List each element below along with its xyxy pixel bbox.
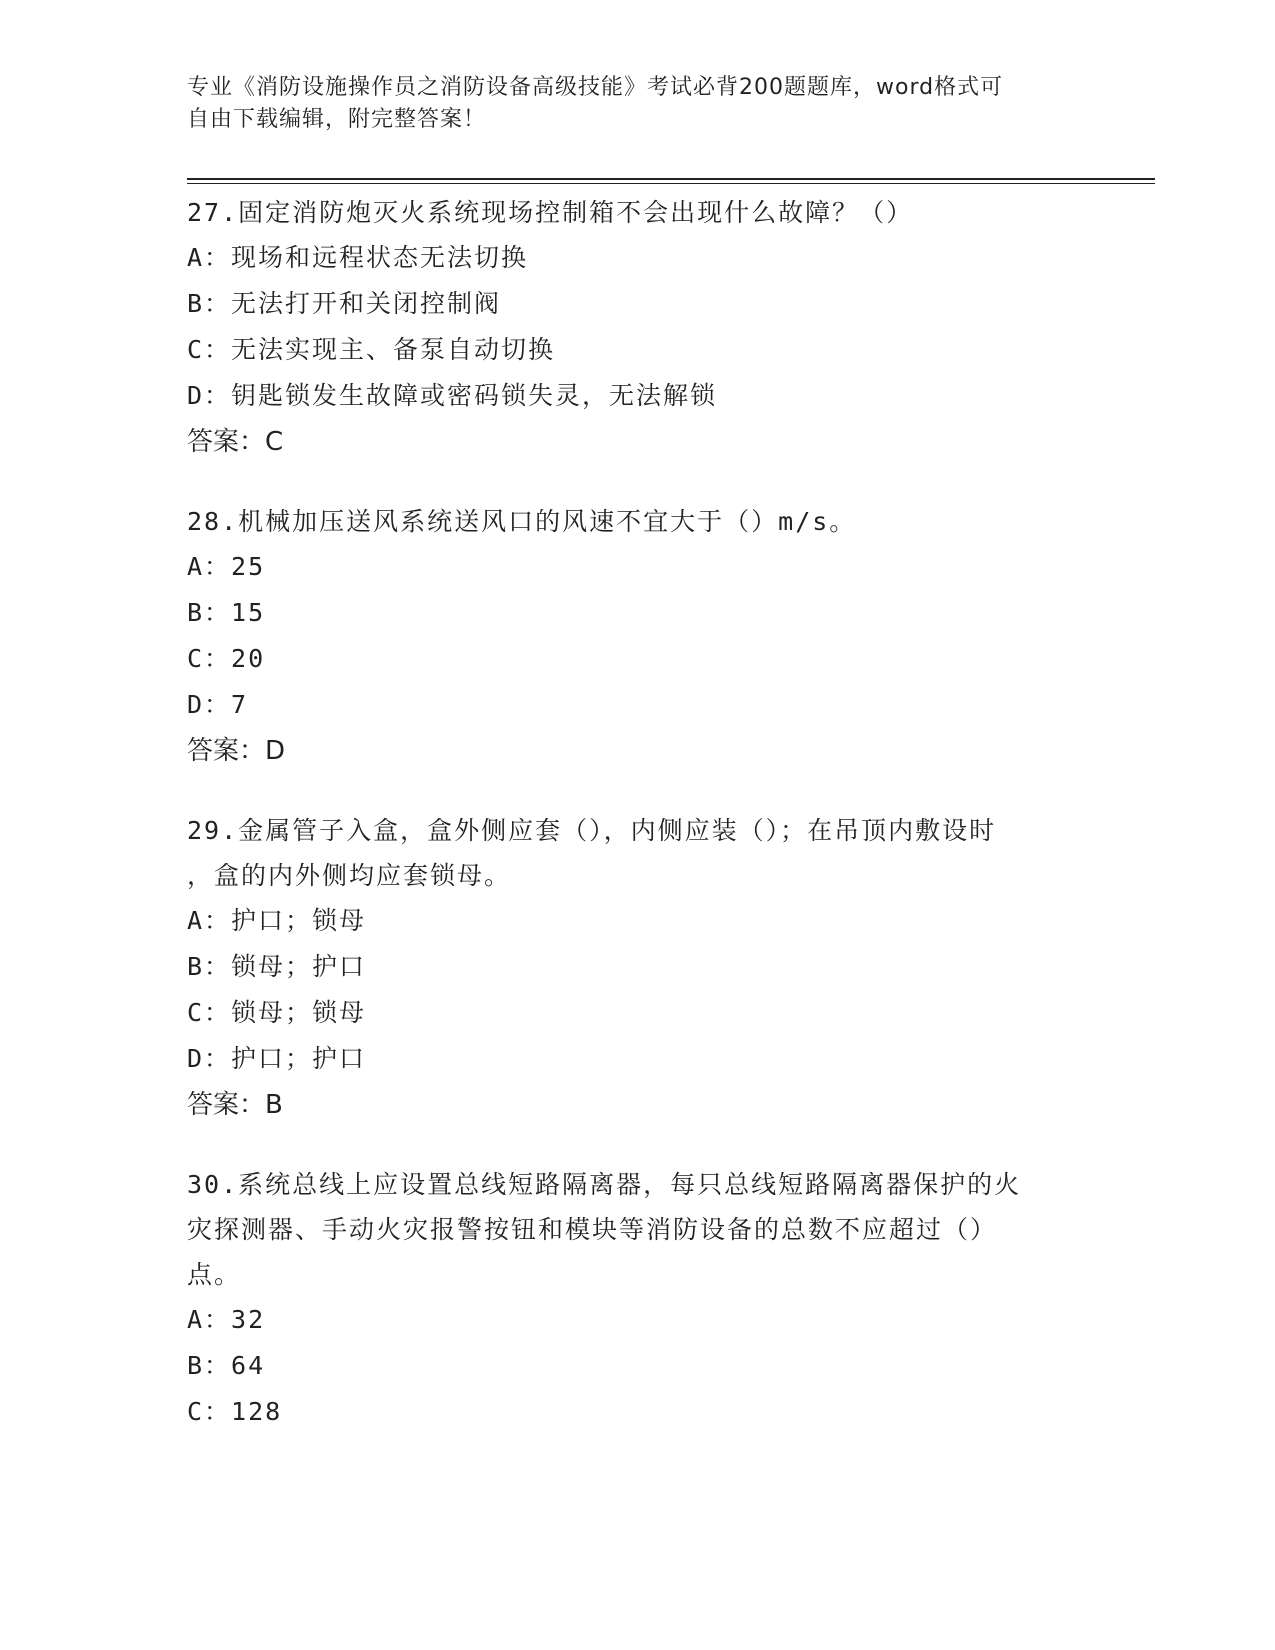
question-27: [187, 190, 1087, 465]
option-d: D：护口；护口: [187, 1044, 367, 1073]
question-29: [187, 808, 1087, 1128]
question-stem-line-3: 点。: [187, 1260, 242, 1289]
question-stem-line-2: ，盒的内外侧均应套锁母。: [187, 861, 512, 890]
option-c: C：128: [187, 1397, 283, 1426]
answer-label: 答案：D: [187, 736, 286, 766]
option-b: B：锁母；护口: [187, 952, 367, 981]
header-divider-thin: [187, 183, 1155, 184]
option-b: B：64: [187, 1351, 266, 1380]
question-30: [187, 1162, 1087, 1435]
question-28: [187, 499, 1087, 774]
header-line-2: 自由下载编辑，附完整答案！: [187, 107, 487, 132]
question-stem-line-1: 29.金属管子入盒，盒外侧应套（），内侧应装（）；在吊顶内敷设时: [187, 816, 997, 845]
option-b: B：无法打开和关闭控制阀: [187, 289, 502, 318]
question-stem: 28.机械加压送风系统送风口的风速不宜大于（）m/s。: [187, 507, 857, 536]
option-b: B：15: [187, 598, 266, 627]
question-stem-line-1: 30.系统总线上应设置总线短路隔离器，每只总线短路隔离器保护的火: [187, 1170, 1022, 1199]
option-d: D：钥匙锁发生故障或密码锁失灵，无法解锁: [187, 381, 718, 410]
question-list: [187, 190, 1087, 1469]
question-stem-line-2: 灾探测器、手动火灾报警按钮和模块等消防设备的总数不应超过（）: [187, 1215, 998, 1244]
option-a: A：护口；锁母: [187, 906, 367, 935]
option-d: D：7: [187, 690, 249, 719]
document-header: [187, 72, 1067, 136]
option-a: A：25: [187, 552, 266, 581]
option-c: C：无法实现主、备泵自动切换: [187, 335, 556, 364]
option-a: A：现场和远程状态无法切换: [187, 243, 529, 272]
option-c: C：20: [187, 644, 266, 673]
header-divider: [187, 178, 1155, 180]
header-line-1: 专业《消防设施操作员之消防设备高级技能》考试必背200题题库，word格式可: [187, 75, 1004, 100]
answer-label: 答案：C: [187, 427, 284, 457]
option-a: A：32: [187, 1305, 266, 1334]
option-c: C：锁母；锁母: [187, 998, 367, 1027]
question-stem: 27.固定消防炮灭火系统现场控制箱不会出现什么故障？（）: [187, 198, 914, 227]
answer-label: 答案：B: [187, 1090, 283, 1120]
